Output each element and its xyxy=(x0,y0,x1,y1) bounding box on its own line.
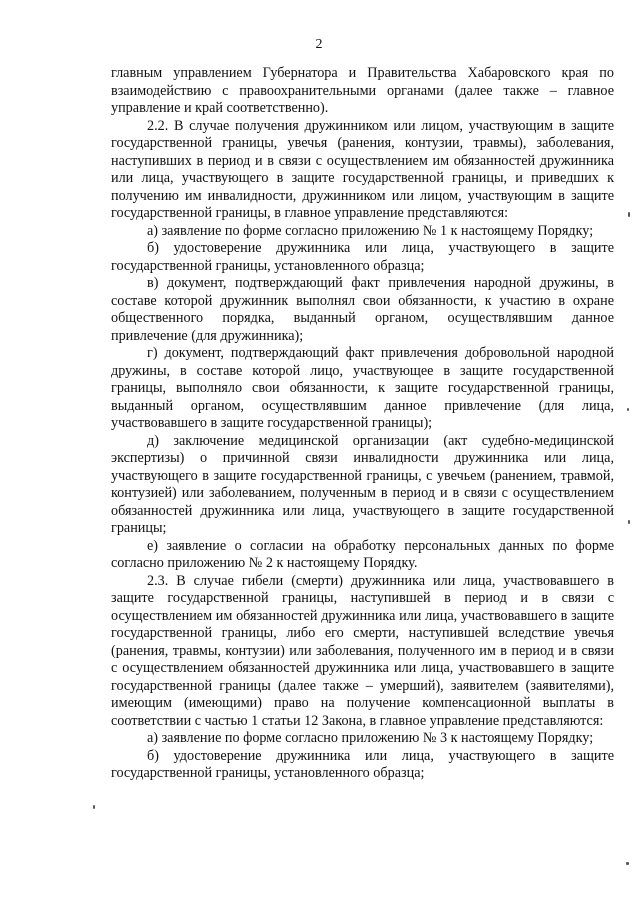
scan-artifact xyxy=(628,520,630,524)
paragraph: 2.3. В случае гибели (смерти) дружинника или лица, участвовавшего в защите государственной границы, наступившей в период и в связи с осуществлением им обязанностей дружинника или лица, участвовавшего в защите государственной границы, либо его смерти, наступившей вследствие увечья (ранения, травмы, контузии) или заболевания, полученного им в период и в связи с осуществлением обязанностей дружинника или лица, участвовавшего в защите государственной границы (далее также – умерший), заявителем (заявителями), имеющим (имеющими) право на получение компенсационной выплаты в соответствии с частью 1 статьи 12 Закона, в главное управление представляются: xyxy=(111,572,614,729)
paragraph: главным управлением Губернатора и Правительства Хабаровского края по взаимодействию с правоохранительными органами (далее также – главное управление и край соответственно). xyxy=(111,65,614,116)
paragraph: г) документ, подтверждающий факт привлечения добровольной народной дружины, в составе которой лицо, участвующее в защите государственной границы, выполняло свои обязанности, к защите государственной границы, выданный органом, осуществлявшим данное привлечение (для лица, участвовавшего в защите государственной границы); xyxy=(111,345,614,431)
scan-artifact xyxy=(627,408,629,411)
paragraph: а) заявление по форме согласно приложению № 3 к настоящему Порядку; xyxy=(147,730,594,746)
paragraph: д) заключение медицинской организации (акт судебно-медицинской экспертизы) о причинной связи инвалидности дружинника или лица, участвующего в защите государственной границы, с увечьем (ранением, травмой, контузией) или заболеванием, полученным в период и в связи с осуществлением обязанностей дружинника или лица, участвующего в защите государственной границы; xyxy=(111,432,614,536)
paragraph: в) документ, подтверждающий факт привлечения народной дружины, в составе которой дружинник выполнял свои обязанности, к участию в охране общественного порядка, выданный органом, осуществлявшим данное привлечение (для дружинника); xyxy=(111,275,614,344)
document-body xyxy=(111,65,614,783)
scan-artifact xyxy=(626,862,629,865)
paragraph: а) заявление по форме согласно приложению № 1 к настоящему Порядку; xyxy=(147,222,594,239)
page-number: 2 xyxy=(315,37,323,52)
paragraph: б) удостоверение дружинника или лица, участвующего в защите государственной границы, установленного образца; xyxy=(111,747,614,781)
scan-artifact xyxy=(93,805,95,809)
scan-artifact xyxy=(628,212,630,217)
paragraph: б) удостоверение дружинника или лица, участвующего в защите государственной границы, установленного образца; xyxy=(111,240,614,274)
paragraph: е) заявление о согласии на обработку персональных данных по форме согласно приложению № 2 к настоящему Порядку. xyxy=(111,537,614,571)
paragraph: 2.2. В случае получения дружинником или лицом, участвующим в защите государственной границы, увечья (ранения, контузии, травмы), заболевания, наступивших в период и в связи с осуществлением им обязанностей дружинника или лица, участвующего в защите государственной границы, и приведших к получению им инвалидности, дружинником или лицом, участвующим в защите государственной границы, в главное управление представляются: xyxy=(111,117,614,221)
